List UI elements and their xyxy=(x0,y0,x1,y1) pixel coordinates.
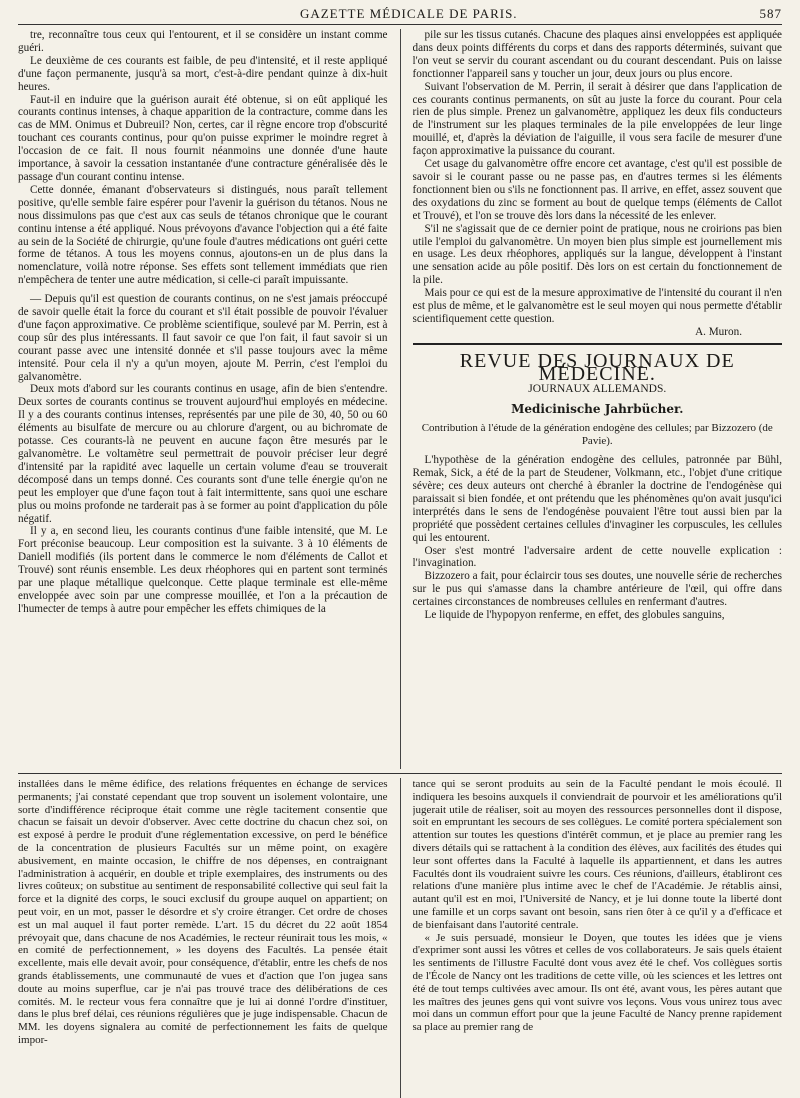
review-title: REVUE DES JOURNAUX DE MÉDECINE. xyxy=(459,349,735,385)
publication-title: GAZETTE MÉDICALE DE PARIS. xyxy=(299,6,518,21)
horizontal-divider xyxy=(18,773,782,774)
paragraph: pile sur les tissus cutanés. Chacune des plaques ainsi enveloppées est appliquée dans deux points différents du corps et dans des rapports déterminés, suivant que l'on veut se servir du courant ascendant ou du courant descendant. Puis on laisse fonctionner l'appareil sans y toucher un jour, deux jours ou plus encore. xyxy=(412,29,782,80)
paragraph: Le liquide de l'hypopyon renferme, en effet, des globules sanguins, xyxy=(424,609,725,622)
paragraph: Le deuxième de ces courants est faible, de peu d'intensité, et il reste appliqué d'une façon permanente, jusqu'à sa mort, c'est-à-dire pendant quinze à dix-huit heures. xyxy=(18,54,388,93)
paragraph: Cet usage du galvanomètre offre encore cet avantage, c'est qu'il est possible de savoir si le courant passe ou ne passe pas, en d'autres termes si les éléments fonctionnent bien ou s'ils ne fonctionnent pas. Il arrive, en effet, assez souvent que des oxydations du zinc se forment au bout de quelque temps (éléments de Callot et Trouvé), et l'on se trouve dès lors dans la nécessité de les enlever. xyxy=(412,158,782,222)
column-divider xyxy=(400,778,401,1098)
column-divider xyxy=(400,29,401,769)
paragraph: « Je suis persuadé, monsieur le Doyen, que toutes les idées que je viens d'exprimer sont aussi les vôtres et celles de vos collaborateurs. Je sais quels étaient les sentiments de l'illustre Faculté dont vous avez été le chef. Vos collègues sortis de l'École de Nancy ont les traditions de cette ville, où les sciences et les lettres ont été de tout temps cultivées avec amour. Ils ont été, avant vous, les pères autant que les maîtres des jeunes gens qui vont suivre vos leçons. Vous vous unirez tous avec moi dans un commun effort pour que la jeune Faculté de Nancy prenne rapidement sa place au premier rang de xyxy=(412,931,782,1034)
page-header xyxy=(18,6,782,25)
left-column-bottom xyxy=(18,778,388,1098)
author-signature: A. Muron. xyxy=(695,325,742,338)
paragraph: Faut-il en induire que la guérison aurait été obtenue, si on eût appliqué les courants continus intenses, à chaque apparition de la contracture, comme dans les cas de MM. Onimus et Dubreuil? Non, certes, car il règne encore trop d'obscurité touchant ces courants continus, pour qu'on puisse exprimer le moindre regret à l'occasion de ce fait. Il nous fournit néanmoins une donnée d'une haute importance, à savoir la cessation instantanée d'une contracture généralisée dès le passage d'un courant continu intense. xyxy=(18,93,388,183)
right-column-bottom xyxy=(413,778,783,1098)
paragraph: Mais pour ce qui est de la mesure approximative de l'intensité du courant il n'en est plus de même, et le galvanomètre est le seul moyen qui nous permette d'établir scientifiquement cette question. xyxy=(412,287,782,325)
section-divider xyxy=(413,343,783,345)
right-column-top xyxy=(413,29,783,769)
review-header xyxy=(413,349,783,417)
paragraph: installées dans le même édifice, des relations fréquentes en échange de services permanents; j'ai constaté cependant que trop souvent un isolement volontaire, une sorte d'indifférence réciproque était comme une règle tacitement consentie que chacun se faisait un devoir d'observer. Avec cette doctrine du chacun chez soi, on est exposé à perdre le produit d'une réglementation excessive, on perd le bénéfice de la concentration de plusieurs Facultés sur un même point, on exagère abusivement, en mainte occasion, le chiffre de nos dépenses, en contraignant l'administration à acquérir, en double et triple exemplaires, des instruments ou des livres coûteux; on substitue au sentiment de responsabilité collective qui seul fait la force et la dignité des corps, le souci exclusif du groupe auquel on appartient; on peut voir, en un mot, passer le désordre et s'y croire étranger. Cet ordre de choses est un mal auquel il faut porter remède. L'art. 15 du décret du 22 août 1854 prévoyait que, dans chacune de nos Académies, le recteur réunirait tous les mois, « en comité de perfectionnement, » les doyens des Facultés. La pensée était excellente, mais elle devait avoir, pour conséquence, d'établir, entre les chefs de nos grands établissements, une communauté de vues et d'action que l'on jugea sans doute au moins superflue, car je n'ai pas trouvé trace des délibérations de ces comités. M. le recteur vous fera connaître que je lui ai donné l'ordre d'instituer, dans le plus bref délai, ces réunions régulières que je juge indispensable. Chacun de MM. les doyens signalera au comité de perfectionnement les faits de quelque impor- xyxy=(18,778,388,1046)
left-column-top xyxy=(18,29,388,769)
paragraph: L'hypothèse de la génération endogène des cellules, patronnée par Bühl, Remak, Sick, a été de la part de Steudener, Volkmann, etc., l'objet d'une critique sévère; ces deux auteurs ont cherché à ébranler la doctrine de l'endogénèse qui paraissait si bien fondée, et ont prétendu que les phénomènes qu'on avait jusqu'ici interprétés dans le sens de l'endogénèse pouvaient l'être tout aussi bien par la propriété que possèdent certaines cellules d'invaginer les corpuscules, les cellules qui les entourent. xyxy=(412,454,782,544)
paragraph: tance qui se seront produits au sein de la Faculté pendant le mois écoulé. Il indiquera les besoins auxquels il conviendrait de pourvoir et les améliorations qu'il jugerait utile de réaliser, soit au moyen des ressources personnelles dont il dispose, soit en empruntant les secours de ses collègues. Le comité portera spécialement son attention sur toutes les questions d'intérêt commun, et je place au premier rang les divers détails qui se rattachent à la condition des élèves, aux facilités des études qui leur sont offertes dans la Faculté à laquelle ils appartiennent, et dans les autres Facultés dont ils voudraient suivre les cours. Ces réunions, d'ailleurs, établiront ces relations d'une manière plus intime avec le chef de l'Académie. Je rétablis ainsi, autant qu'il est en moi, l'Université de Nancy, et je lui donne toute la liberté dont une famille et un corps savant ont besoin, sans rien ôter à ce qu'il y a d'efficace et de bienfaisant dans l'autorité centrale. xyxy=(412,778,782,931)
paragraph: Il y a, en second lieu, les courants continus d'une faible intensité, que M. Le Fort préconise beaucoup. Leur composition est la suivante. 3 à 10 éléments de Daniell modifiés (ils portent dans le commerce le nom d'éléments de Callot et Trouvé) sont réunis ensemble. Les deux rhéophores qui en partent sont terminés par une plaque métallique quelconque. Cette plaque terminale est elle-même enveloppée avec soin par une compresse mouillée, et l'on a la précaution de l'humecter de temps à autre pour empêcher les effets chimiques de la xyxy=(18,525,388,615)
paragraph: Oser s'est montré l'adversaire ardent de cette nouvelle explication : l'invagination. xyxy=(412,544,782,570)
paragraph: — Depuis qu'il est question de courants continus, on ne s'est jamais préoccupé de savoir quelle était la force du courant et s'il était possible de pouvoir l'évaluer d'une façon approximative. Ce problème scientifique, soulevé par M. Perrin, est à coup sûr des plus intéressants. Il faut savoir ce que l'on fait, il faut savoir si un courant passe avec une intensité donnée et s'il passe toujours avec la même intensité. Pour cela il n'y a qu'un moyen, ajoute M. Perrin, c'est l'emploi du galvanomètre. xyxy=(18,293,388,383)
paragraph: Suivant l'observation de M. Perrin, il serait à désirer que dans l'application de ces courants continus permanents, on sût au juste la force du courant. Pour cela rien de plus simple. Prenez un galvanomètre, appliquez les deux fils conducteurs de l'instrument sur les plaques terminales de la pile enveloppées de leur linge mouillé, et, d'après la déviation de l'aiguille, il vous sera facile de mesurer d'une façon approximative la puissance du courant. xyxy=(412,80,782,158)
paragraph: Bizzozero a fait, pour éclaircir tous ses doutes, une nouvelle série de recherches sur le pus qui s'amasse dans la chambre antérieure de l'œil, qui offre dans certaines circonstances de nombreuses cellules en renfermant d'autres. xyxy=(412,570,782,609)
page-number: 587 xyxy=(759,6,782,21)
paragraph: tre, reconnaître tous ceux qui l'entourent, et il se considère un instant comme guéri. xyxy=(18,29,388,54)
lower-section xyxy=(18,778,782,1098)
journal-name: Medicinische Jahrbücher. xyxy=(511,402,684,417)
paragraph: Deux mots d'abord sur les courants continus en usage, afin de bien s'entendre. Deux sortes de courants continus se trouvent aujourd'hui employés en médecine. Il y a des courants continus intenses, représentés par une pile de 30, 40, 50 ou 60 éléments au bisulfate de mercure ou au chlorure d'argent, ou au bichromate de potasse. Ces courants-là ne peuvent en aucune façon être mesurés par le galvanomètre. Le voltamètre seul permettrait de pouvoir préciser leur degré d'intensité par la rapidité avec laquelle un certain volume d'eau se trouverait décomposé dans un temps donné. Ces courants sont d'une telle énergie qu'on ne peut les employer que d'une façon tout à fait intermittente, sans quoi une eschare plus ou moins profonde ne tarderait pas à se former au point d'application du pôle négatif. xyxy=(18,383,388,525)
upper-section xyxy=(18,29,782,769)
review-subtitle: JOURNAUX ALLEMANDS. xyxy=(528,382,667,395)
article-title: Contribution à l'étude de la génération endogène des cellules; par Bizzozero (de Pavie). xyxy=(421,422,773,448)
paragraph: Cette donnée, émanant d'observateurs si distingués, nous paraît tellement positive, qu'elle semble faire espérer pour l'avenir la guérison du tétanos. Nous ne nous dissimulons pas que c'est aux cas seuls de tétanos chronique que le courant continu intense a été appliqué. Nous prévoyons d'avance l'objection qui a été faite au sein de la Société de chirurgie, qu'une foule d'autres médications ont guéri cette forme de tétanos. A tous les moyens connus, ajoutons-en un de plus dans la nomenclature, voilà notre réponse. Ses effets sont tellement immédiats que rien n'empêchera de tenter une autre médication, si celle-ci paraît impuissante. xyxy=(18,183,388,287)
paragraph: S'il ne s'agissait que de ce dernier point de pratique, nous ne croirions pas bien utile l'emploi du galvanomètre. Un moyen bien plus simple est journellement mis en usage. Les deux rhéophores, appliqués sur la langue, développent à l'instant une sensation acide au pôle positif. Dès lors on est certain du fonctionnement de la pile. xyxy=(412,222,782,287)
